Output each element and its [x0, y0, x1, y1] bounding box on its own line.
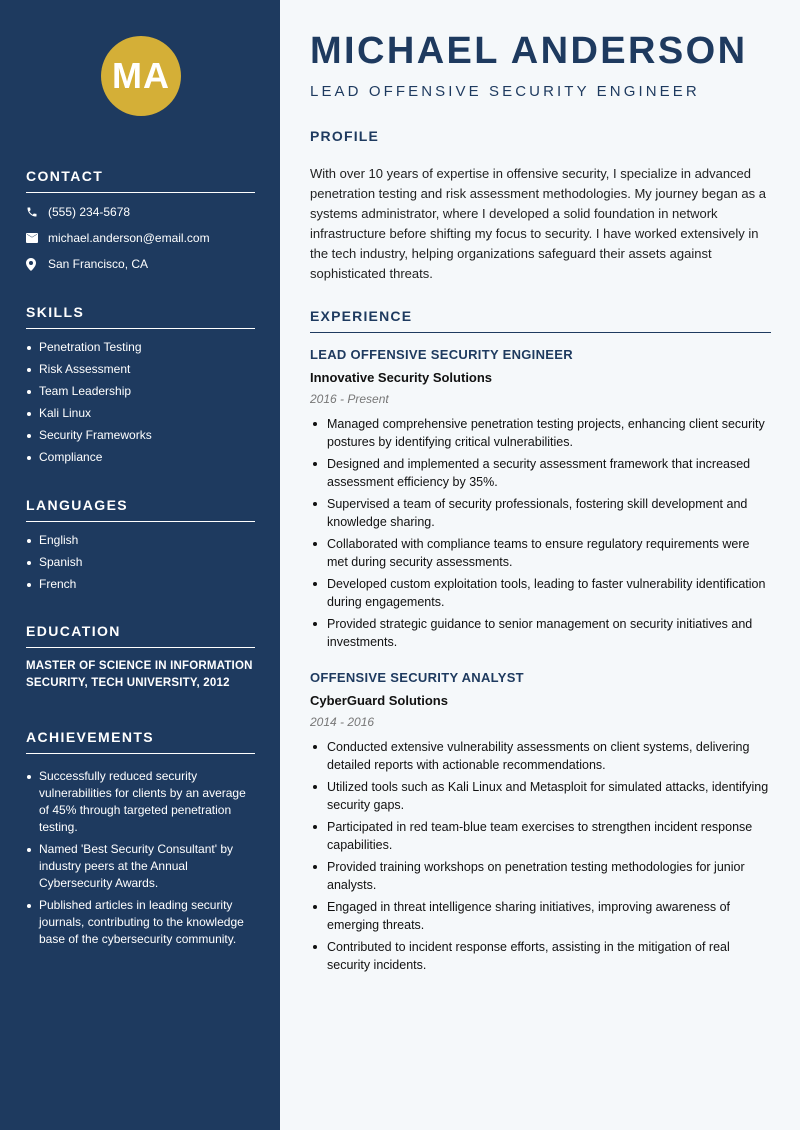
- language-item: Spanish: [26, 554, 255, 571]
- location-text: San Francisco, CA: [48, 257, 149, 271]
- language-item: French: [26, 576, 255, 593]
- job-bullet: Designed and implemented a security assessment framework that increased assessment efficiency by 35%.: [310, 455, 771, 491]
- languages-heading: LANGUAGES: [26, 497, 255, 522]
- job-bullets: [310, 415, 771, 651]
- achievement-item: Successfully reduced security vulnerabilities for clients by an average of 45% through targeted penetration testing.: [26, 768, 255, 836]
- contact-location: [26, 251, 255, 277]
- job-entry: [310, 669, 771, 978]
- job-bullet: Conducted extensive vulnerability assessments on client systems, delivering detailed reports with actionable recommendations.: [310, 738, 771, 774]
- skill-item: Compliance: [26, 449, 255, 466]
- job-title: OFFENSIVE SECURITY ANALYST: [310, 670, 524, 685]
- skill-item: Team Leadership: [26, 383, 255, 400]
- contact-heading: CONTACT: [26, 168, 255, 193]
- job-bullet: Engaged in threat intelligence sharing initiatives, improving awareness of emerging threats.: [310, 898, 771, 934]
- job-company: CyberGuard Solutions: [310, 693, 448, 708]
- job-bullets: [310, 738, 771, 974]
- job-bullet: Provided training workshops on penetration testing methodologies for junior analysts.: [310, 858, 771, 894]
- skills-list: [26, 339, 255, 466]
- phone-icon: [26, 206, 48, 218]
- achievements-list: [26, 768, 255, 948]
- phone-text: (555) 234-5678: [48, 205, 131, 219]
- job-company: Innovative Security Solutions: [310, 370, 493, 385]
- contact-section: [26, 168, 255, 277]
- job-bullet: Utilized tools such as Kali Linux and Metasploit for simulated attacks, identifying security gaps.: [310, 778, 771, 814]
- job-entry: [310, 346, 771, 655]
- candidate-name: MICHAEL ANDERSON: [310, 30, 748, 72]
- skills-heading: SKILLS: [26, 304, 255, 329]
- achievement-item: Named 'Best Security Consultant' by industry peers at the Annual Cybersecurity Awards.: [26, 841, 255, 892]
- experience-heading: EXPERIENCE: [310, 308, 771, 333]
- education-text: MASTER OF SCIENCE IN INFORMATION SECURITY, TECH UNIVERSITY, 2012: [26, 660, 253, 689]
- job-bullet: Developed custom exploitation tools, leading to faster vulnerability identification during engagements.: [310, 575, 771, 611]
- contact-phone: [26, 199, 255, 225]
- job-bullet: Participated in red team-blue team exercises to strengthen incident response capabilities.: [310, 818, 771, 854]
- languages-section: [26, 497, 255, 598]
- email-icon: [26, 233, 48, 243]
- contact-email: [26, 225, 255, 251]
- location-pin-icon: [26, 258, 48, 271]
- language-item: English: [26, 532, 255, 549]
- languages-list: [26, 532, 255, 593]
- achievements-heading: ACHIEVEMENTS: [26, 729, 255, 754]
- candidate-role: LEAD OFFENSIVE SECURITY ENGINEER: [310, 83, 700, 100]
- profile-heading: PROFILE: [310, 128, 380, 144]
- avatar: MA: [101, 36, 181, 116]
- job-bullet: Supervised a team of security professionals, fostering skill development and knowledge sharing.: [310, 495, 771, 531]
- job-dates: 2016 - Present: [310, 392, 389, 406]
- education-heading: EDUCATION: [26, 623, 255, 648]
- skill-item: Penetration Testing: [26, 339, 255, 356]
- job-bullet: Contributed to incident response efforts, assisting in the mitigation of real security incidents.: [310, 938, 771, 974]
- skill-item: Security Frameworks: [26, 427, 255, 444]
- job-bullet: Provided strategic guidance to senior management on security initiatives and investments.: [310, 615, 771, 651]
- skill-item: Risk Assessment: [26, 361, 255, 378]
- job-dates: 2014 - 2016: [310, 715, 375, 729]
- job-bullet: Collaborated with compliance teams to ensure regulatory requirements were met during security assessments.: [310, 535, 771, 571]
- job-title: LEAD OFFENSIVE SECURITY ENGINEER: [310, 347, 573, 362]
- skills-section: [26, 304, 255, 471]
- email-text: michael.anderson@email.com: [48, 231, 210, 245]
- achievement-item: Published articles in leading security journals, contributing to the knowledge base of the cybersecurity community.: [26, 897, 255, 948]
- sidebar: [0, 0, 280, 1130]
- profile-text: With over 10 years of expertise in offensive security, I specialize in advanced penetration testing and risk assessment methodologies. My journey began as a systems administrator, where I developed a solid foundation in network infrastructure before shifting my focus to security. I have worked extensively in the tech industry, helping organizations safeguard their assets against sophisticated threats.: [310, 166, 766, 281]
- job-bullet: Managed comprehensive penetration testing projects, enhancing client security postures by identifying critical vulnerabilities.: [310, 415, 771, 451]
- achievements-section: [26, 729, 255, 953]
- skill-item: Kali Linux: [26, 405, 255, 422]
- education-section: [26, 623, 255, 692]
